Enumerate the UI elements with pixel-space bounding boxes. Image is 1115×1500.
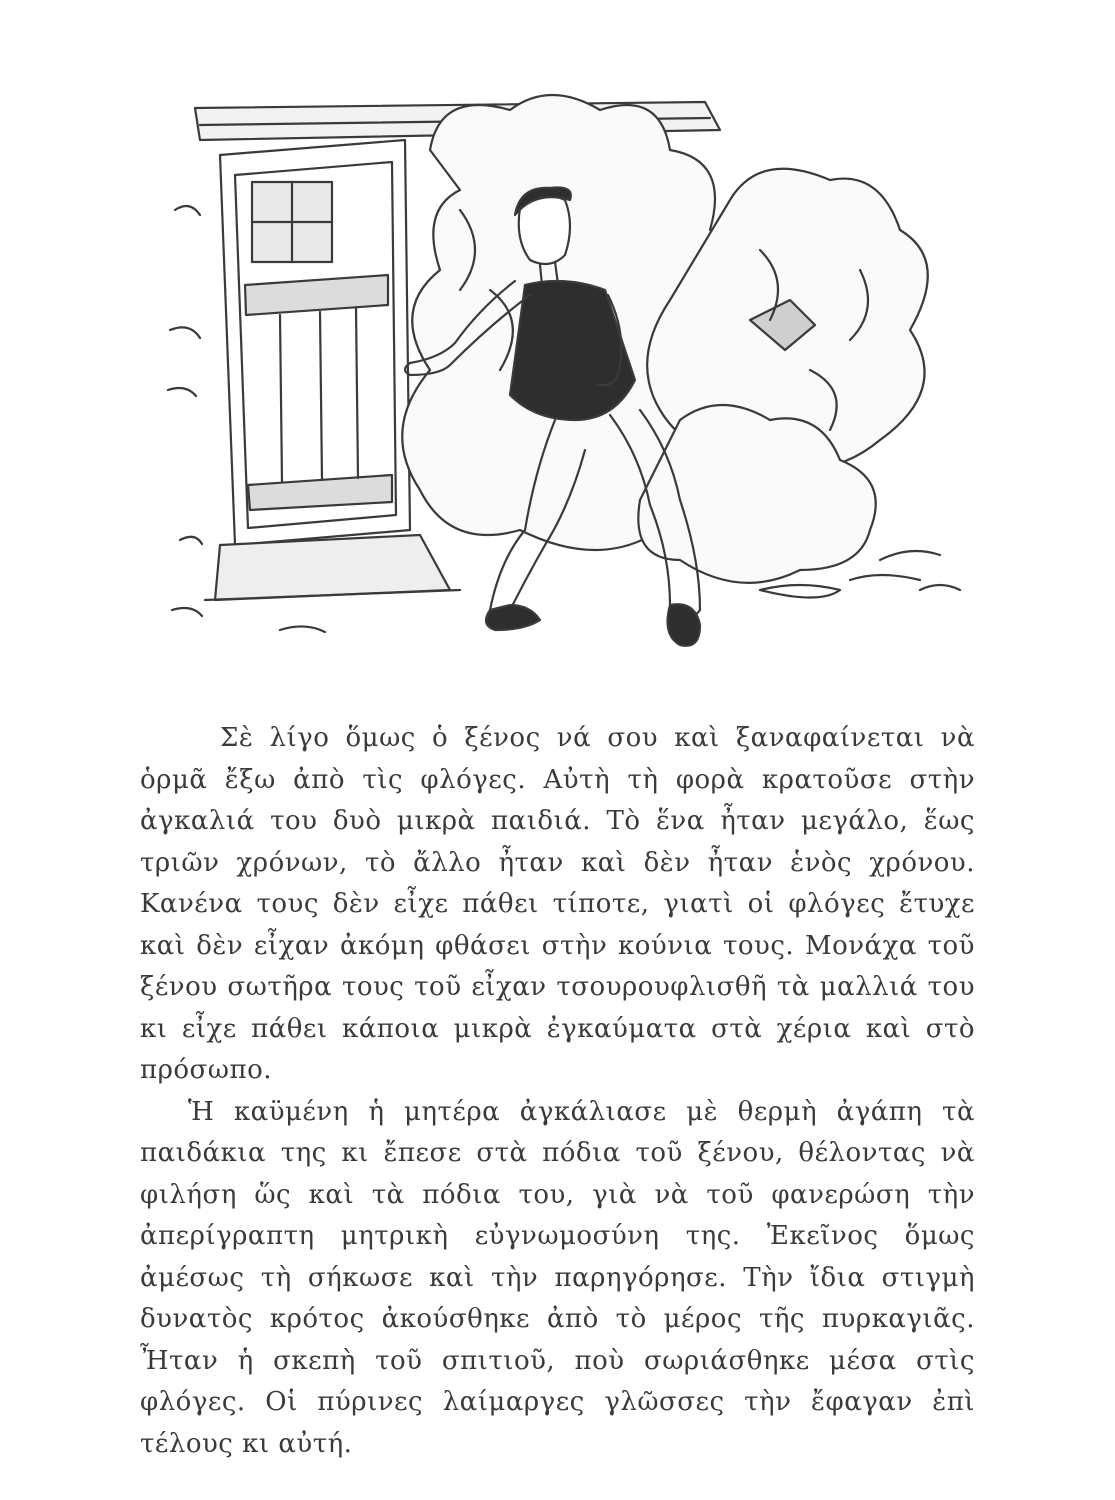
paragraph-1: Σὲ λίγο ὅμως ὁ ξένος νά σου καὶ ξαναφαίνεται νὰ ὁρμᾶ ἔξω ἀπὸ τὶς φλόγες. Αὐτὴ τὴ φορὰ κρατοῦσε στὴν ἀγκαλιά του δυὸ μικρὰ παιδιά. Τὸ ἕνα ἦταν μεγάλο, ἕως τριῶν χρόνων, τὸ ἄλλο ἦταν καὶ δὲν ἦταν ἑνὸς χρόνου. Κανένα τους δὲν εἶχε πάθει τίποτε, γιατὶ οἱ φλόγες ἔτυχε καὶ δὲν εἶχαν ἀκόμη φθάσει στὴν κούνια τους. Μονάχα τοῦ ξένου σωτῆρα τους τοῦ εἶχαν τσουρουφλισθῆ τὰ μαλλιά του κι εἶχε πάθει κάποια μικρὰ ἐγκαύματα στὰ χέρια καὶ στὸ πρόσωπο. [140, 723, 975, 1085]
illustration-drawing [160, 90, 980, 690]
paragraph-2: Ἡ καϋμένη ἡ μητέρα ἀγκάλιασε μὲ θερμὴ ἀγάπη τὰ παιδάκια της κι ἔπεσε στὰ πόδια τοῦ ξένου, θέλοντας νὰ φιλήση ὥς καὶ τὰ πόδια του, γιὰ νὰ τοῦ φανερώση τὴν ἀπερίγραπτη μητρικὴ εὐγνωμοσύνη της. Ἐκεῖνος ὅμως ἀμέσως τὴ σήκωσε καὶ τὴν παρηγόρησε. Τὴν ἴδια στιγμὴ δυνατὸς κρότος ἀκούσθηκε ἀπὸ τὸ μέρος τῆς πυρκαγιᾶς. Ἦταν ἡ σκεπὴ τοῦ σπιτιοῦ, ποὺ σωριάσθηκε μέσα στὶς φλόγες. Οἱ πύρινες λαίμαργες γλῶσσες τὴν ἔφαγαν ἐπὶ τέλους κι αὐτή. [140, 1096, 975, 1459]
body-text [140, 718, 975, 1465]
illustration-man-door-smoke [160, 90, 980, 690]
